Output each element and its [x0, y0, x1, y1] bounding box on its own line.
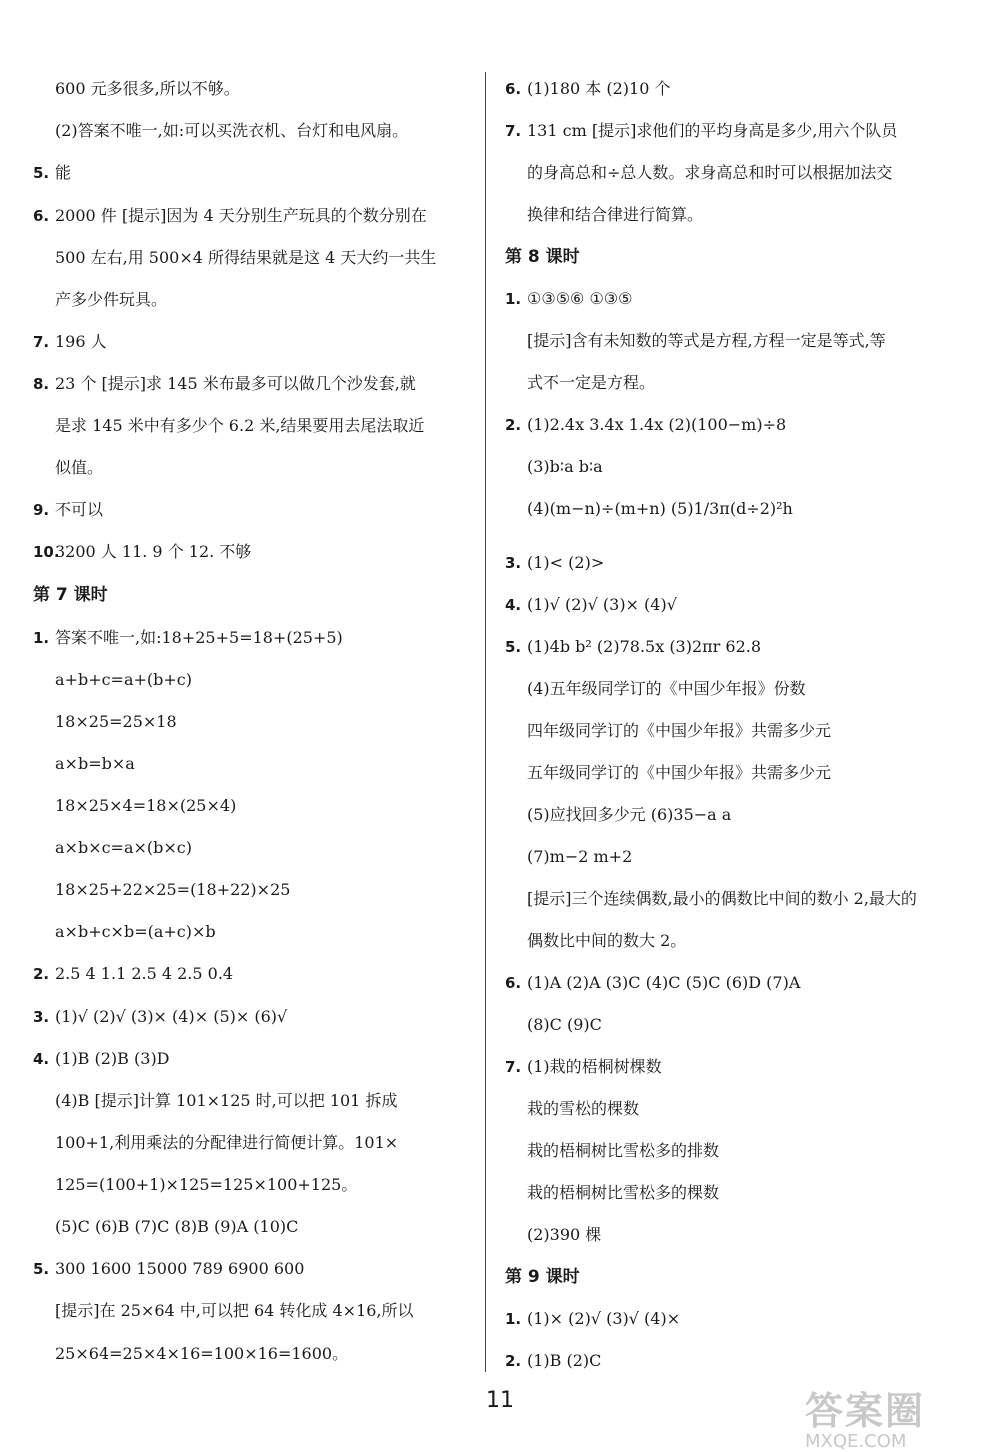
- item-number: 1.: [505, 1310, 522, 1328]
- item-number: 9.: [33, 501, 50, 519]
- item-number: 10.: [33, 543, 60, 561]
- answer-line: [527, 678, 806, 700]
- answer-text: 第 8 课时: [505, 247, 580, 267]
- answer-text: [提示]含有未知数的等式是方程,方程一定是等式,等: [527, 331, 886, 350]
- answer-line: [55, 837, 192, 859]
- answer-line: [55, 78, 240, 100]
- answer-line: [527, 804, 731, 826]
- answer-line: [55, 1343, 348, 1365]
- answer-line: [55, 415, 424, 437]
- answer-line: [33, 1258, 304, 1280]
- answer-line: [505, 414, 786, 436]
- answer-line: [55, 457, 103, 479]
- answer-line: [527, 762, 831, 784]
- answer-text: 500 左右,用 500×4 所得结果就是这 4 天大约一共生: [55, 248, 437, 267]
- answer-text: 第 9 课时: [505, 1267, 580, 1287]
- answer-line: [527, 456, 603, 478]
- answer-text: (1)180 本 (2)10 个: [527, 79, 671, 98]
- answer-text: 换律和结合律进行简算。: [527, 205, 704, 224]
- answer-line: [505, 78, 671, 100]
- answer-text: 不可以: [55, 500, 104, 519]
- answer-line: [55, 879, 290, 901]
- answer-line: [527, 372, 655, 394]
- answer-text: 四年级同学订的《中国少年报》共需多少元: [527, 721, 832, 740]
- answer-line: [527, 930, 686, 952]
- item-number: 1.: [33, 629, 50, 647]
- column-divider: [485, 72, 486, 1372]
- answer-text: 答案不唯一,如:18+25+5=18+(25+5): [55, 628, 343, 647]
- watermark-logo: [805, 1380, 925, 1452]
- answer-text: (1)4b b² (2)78.5x (3)2πr 62.8: [527, 637, 762, 656]
- answer-text: a×b=b×a: [55, 754, 135, 773]
- answer-text: a×b×c=a×(b×c): [55, 838, 192, 857]
- answer-line: [55, 711, 177, 733]
- answer-text: 似值。: [55, 458, 104, 477]
- answer-text: [提示]三个连续偶数,最小的偶数比中间的数小 2,最大的: [527, 889, 917, 908]
- answer-line: [527, 1140, 719, 1162]
- item-number: 2.: [505, 416, 522, 434]
- page-number: 11: [486, 1388, 514, 1413]
- answer-text: 产多少件玩具。: [55, 290, 168, 309]
- answer-text: 131 cm [提示]求他们的平均身高是多少,用六个队员: [527, 121, 898, 140]
- answer-line: [55, 753, 135, 775]
- answer-line: [527, 888, 917, 910]
- answer-line: [527, 1098, 639, 1120]
- answer-text: 偶数比中间的数大 2。: [527, 931, 687, 950]
- answer-text: 300 1600 15000 789 6900 600: [55, 1259, 305, 1278]
- answer-line: [55, 120, 408, 142]
- answer-text: (1)B (2)C: [527, 1351, 602, 1370]
- answer-line: [55, 921, 216, 943]
- answer-text: 是求 145 米中有多少个 6.2 米,结果要用去尾法取近: [55, 416, 425, 435]
- item-number: 8.: [33, 375, 50, 393]
- answer-line: [55, 1090, 397, 1112]
- answer-line: [505, 636, 761, 658]
- answer-text: (4)B [提示]计算 101×125 时,可以把 101 拆成: [55, 1091, 398, 1110]
- answer-text: (1)√ (2)√ (3)× (4)√: [527, 595, 677, 614]
- answer-line: [527, 1182, 719, 1204]
- answer-text: (3)b∶a b∶a: [527, 457, 603, 476]
- item-number: 5.: [505, 638, 522, 656]
- item-number: 6.: [505, 974, 522, 992]
- answer-text: 式不一定是方程。: [527, 373, 656, 392]
- answer-line: [527, 1224, 601, 1246]
- answer-line: [33, 627, 343, 649]
- answer-text: (1)< (2)>: [527, 553, 605, 572]
- answer-line: [55, 795, 236, 817]
- answer-text: 18×25×4=18×(25×4): [55, 796, 237, 815]
- answer-text: 栽的梧桐树比雪松多的排数: [527, 1141, 720, 1160]
- answer-line: [33, 1048, 170, 1070]
- answer-text: 18×25+22×25=(18+22)×25: [55, 880, 291, 899]
- answer-text: 3200 人 11. 9 个 12. 不够: [55, 542, 252, 561]
- answer-text: 100+1,利用乘法的分配律进行简便计算。101×: [55, 1133, 399, 1152]
- answer-line: [33, 541, 251, 563]
- answer-line: [505, 594, 677, 616]
- item-number: 3.: [505, 554, 522, 572]
- answer-line: [33, 331, 107, 353]
- item-number: 2.: [33, 965, 50, 983]
- answer-text: (1)2.4x 3.4x 1.4x (2)(100−m)÷8: [527, 415, 787, 434]
- answer-line: [33, 162, 71, 184]
- answer-line: [505, 1056, 662, 1078]
- answer-line: [505, 120, 897, 142]
- item-number: 7.: [33, 333, 50, 351]
- section-heading: [33, 584, 108, 606]
- answer-text: (4)五年级同学订的《中国少年报》份数: [527, 679, 806, 698]
- answer-text: 196 人: [55, 332, 107, 351]
- answer-text: 600 元多很多,所以不够。: [55, 79, 240, 98]
- answer-line: [55, 669, 192, 691]
- item-number: 4.: [505, 596, 522, 614]
- answer-text: (1)√ (2)√ (3)× (4)× (5)× (6)√: [55, 1007, 288, 1026]
- answer-text: (1)B (2)B (3)D: [55, 1049, 170, 1068]
- answer-line: [33, 499, 103, 521]
- answer-line: [55, 289, 167, 311]
- item-number: 7.: [505, 122, 522, 140]
- answer-line: [55, 1216, 298, 1238]
- answer-text: (2)390 棵: [527, 1225, 602, 1244]
- answer-text: 23 个 [提示]求 145 米布最多可以做几个沙发套,就: [55, 374, 416, 393]
- answer-text: 2.5 4 1.1 2.5 4 2.5 0.4: [55, 964, 234, 983]
- watermark-url: MXQE.COM: [805, 1431, 907, 1452]
- item-number: 7.: [505, 1058, 522, 1076]
- answer-line: [55, 1174, 357, 1196]
- answer-line: [527, 1014, 602, 1036]
- answer-line: [55, 1132, 398, 1154]
- answer-text: ①③⑤⑥ ①③⑤: [527, 289, 633, 308]
- answer-line: [527, 720, 831, 742]
- answer-text: (7)m−2 m+2: [527, 847, 633, 866]
- answer-text: a×b+c×b=(a+c)×b: [55, 922, 216, 941]
- answer-text: (1)× (2)√ (3)√ (4)×: [527, 1309, 681, 1328]
- item-number: 1.: [505, 290, 522, 308]
- answer-line: [527, 330, 886, 352]
- answer-line: [33, 963, 233, 985]
- answer-text: 能: [55, 163, 72, 182]
- answer-line: [505, 1308, 680, 1330]
- answer-text: 的身高总和÷总人数。求身高总和时可以根据加法交: [527, 163, 893, 182]
- answer-text: (5)C (6)B (7)C (8)B (9)A (10)C: [55, 1217, 299, 1236]
- answer-text: (2)答案不唯一,如:可以买洗衣机、台灯和电风扇。: [55, 121, 409, 140]
- answer-text: (4)(m−n)÷(m+n) (5)1/3π(d÷2)²h: [527, 499, 793, 518]
- item-number: 3.: [33, 1008, 50, 1026]
- answer-text: (1)A (2)A (3)C (4)C (5)C (6)D (7)A: [527, 973, 801, 992]
- answer-text: 栽的雪松的棵数: [527, 1099, 640, 1118]
- item-number: 5.: [33, 1260, 50, 1278]
- answer-line: [527, 846, 632, 868]
- answer-line: [55, 247, 436, 269]
- answer-text: 栽的梧桐树比雪松多的棵数: [527, 1183, 720, 1202]
- answer-line: [505, 972, 800, 994]
- answer-text: a+b+c=a+(b+c): [55, 670, 192, 689]
- answer-line: [33, 1006, 287, 1028]
- answer-text: 25×64=25×4×16=100×16=1600。: [55, 1344, 349, 1363]
- answer-line: [527, 498, 793, 520]
- answer-line: [505, 288, 633, 310]
- section-heading: [505, 246, 580, 268]
- item-number: 2.: [505, 1352, 522, 1370]
- answer-line: [527, 162, 892, 184]
- answer-line: [505, 552, 604, 574]
- answer-text: (1)栽的梧桐树棵数: [527, 1057, 662, 1076]
- answer-text: [提示]在 25×64 中,可以把 64 转化成 4×16,所以: [55, 1301, 414, 1320]
- item-number: 6.: [33, 207, 50, 225]
- answer-line: [527, 204, 703, 226]
- answer-text: 2000 件 [提示]因为 4 天分别生产玩具的个数分别在: [55, 206, 427, 225]
- answer-text: (5)应找回多少元 (6)35−a a: [527, 805, 732, 824]
- answer-text: 18×25=25×18: [55, 712, 177, 731]
- item-number: 5.: [33, 164, 50, 182]
- answer-text: (8)C (9)C: [527, 1015, 602, 1034]
- answer-text: 五年级同学订的《中国少年报》共需多少元: [527, 763, 832, 782]
- section-heading: [505, 1266, 580, 1288]
- answer-text: 125=(100+1)×125=125×100+125。: [55, 1175, 358, 1194]
- item-number: 6.: [505, 80, 522, 98]
- answer-line: [505, 1350, 601, 1372]
- watermark-text: 答案圈: [805, 1389, 926, 1433]
- item-number: 4.: [33, 1050, 50, 1068]
- answer-text: 第 7 课时: [33, 585, 108, 605]
- answer-line: [33, 373, 416, 395]
- answer-line: [33, 205, 427, 227]
- answer-line: [55, 1300, 414, 1322]
